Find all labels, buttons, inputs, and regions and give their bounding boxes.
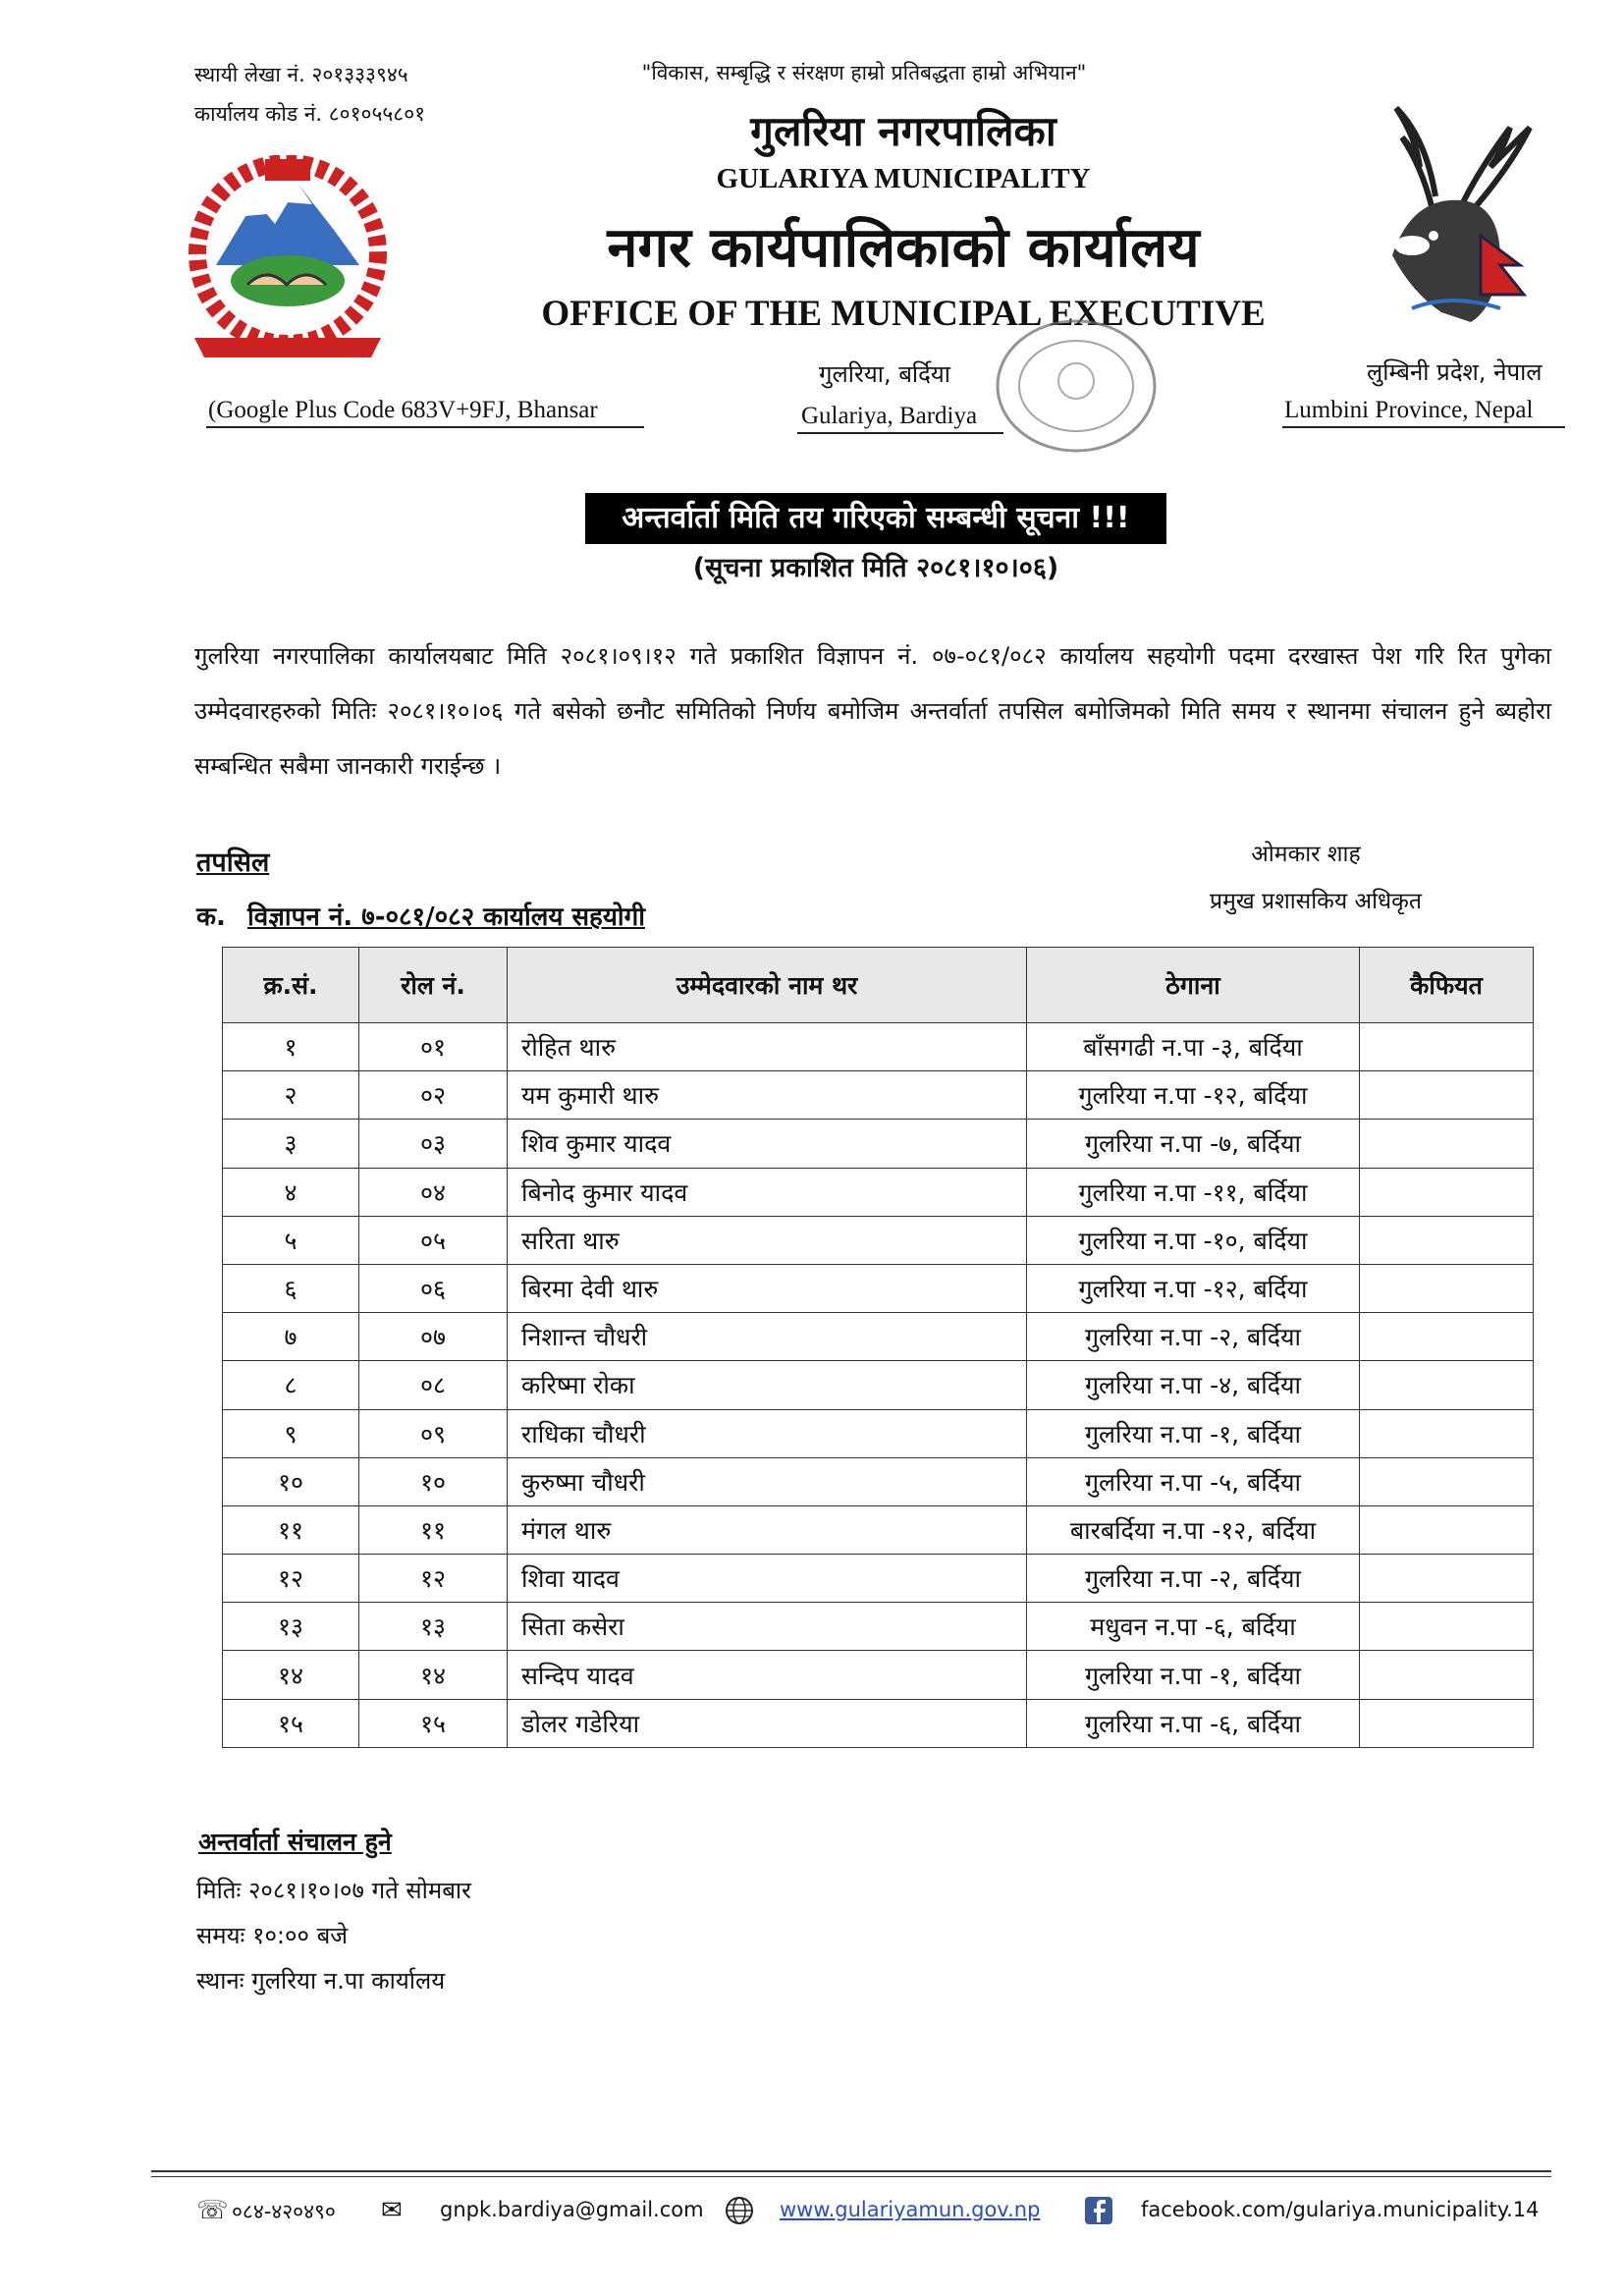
cell-name [508,1120,1027,1168]
cell-roll [359,1409,508,1457]
phone-icon: ☏ [196,2196,229,2225]
column-header-address: ठेगाना [1027,948,1360,1023]
footer-divider [151,2176,1551,2177]
signatory-name: ओमकार शाह [1251,842,1361,867]
footer-email[interactable]: gnpk.bardiya@gmail.com [440,2198,704,2221]
cell-roll-text: ०८ [419,1371,446,1400]
cell-name [508,1651,1027,1699]
table-row [223,1699,1534,1747]
cell-serial-text: १२ [277,1564,303,1594]
location-en: Gulariya, Bardiya [801,403,978,429]
table-header-row [223,948,1534,1023]
candidate-table [222,947,1534,1748]
cell-address [1027,1651,1360,1699]
cell-roll-text: ०१ [419,1033,446,1063]
cell-remarks [1360,1699,1534,1747]
cell-roll-text: ०२ [419,1081,446,1111]
cell-name-text: बिनोद कुमार यादव [521,1177,688,1207]
cell-name [508,1264,1027,1312]
table-row [223,1505,1534,1554]
cell-roll [359,1120,508,1168]
cell-roll-text: ०६ [419,1275,446,1304]
table-row [223,1457,1534,1505]
cell-serial [223,1603,359,1651]
cell-remarks [1360,1409,1534,1457]
cell-address [1027,1409,1360,1457]
cell-address-text: गुलरिया न.पा -४, बर्दिया [1084,1371,1301,1400]
table-row [223,1264,1534,1312]
cell-serial-text: ११ [277,1515,303,1545]
notice-title: अन्तर्वार्ता मिति तय गरिएको सम्बन्धी सूचना !!! [585,493,1166,544]
footer-phone: ०८४-४२०४९० [232,2200,336,2223]
account-number: स्थायी लेखा नं. २०१३३३९४५ [194,63,408,86]
cell-serial-text: ६ [284,1275,298,1304]
slogan: "विकास, सम्बृद्धि र संरक्षण हाम्रो प्रतिबद्धता हाम्रो अभियान" [641,61,1087,84]
cell-roll [359,1555,508,1603]
cell-address [1027,1555,1360,1603]
cell-serial-text: १ [284,1033,298,1063]
cell-address-text: बाँसगढी न.पा -३, बर्दिया [1083,1033,1303,1063]
cell-remarks [1360,1313,1534,1361]
table-row [223,1168,1534,1216]
cell-address [1027,1699,1360,1747]
cell-name-text: यम कुमारी थारु [521,1081,660,1111]
cell-serial-text: ३ [284,1129,298,1159]
cell-roll-text: १० [419,1467,446,1497]
office-name-en: OFFICE OF THE MUNICIPAL EXECUTIVE [541,294,1266,334]
cell-name-text: शिव कुमार यादव [521,1129,672,1159]
cell-address [1027,1457,1360,1505]
column-header-roll: रोल नं. [359,948,508,1023]
cell-roll-text: ०७ [419,1323,446,1352]
cell-serial-text: ९ [284,1419,298,1449]
interview-heading: अन्तर्वार्ता संचालन हुने [198,1828,392,1856]
table-row [223,1216,1534,1264]
cell-name-text: शिवा यादव [521,1564,620,1594]
globe-icon [725,2196,754,2225]
cell-name-text: राधिका चौधरी [521,1419,646,1449]
cell-address [1027,1361,1360,1409]
cell-address-text: गुलरिया न.पा -७, बर्दिया [1084,1129,1301,1159]
cell-name-text: रोहित थारु [521,1033,617,1063]
cell-serial [223,1555,359,1603]
cell-remarks [1360,1361,1534,1409]
cell-roll-text: १३ [419,1613,446,1642]
cell-roll [359,1651,508,1699]
cell-remarks [1360,1264,1534,1312]
column-header-serial: क्र.सं. [223,948,359,1023]
table-row [223,1023,1534,1071]
cell-name [508,1505,1027,1554]
email-icon: ✉ [381,2196,403,2225]
cell-serial-text: ७ [284,1323,298,1352]
cell-address [1027,1023,1360,1071]
cell-roll-text: १५ [419,1709,446,1738]
section-label: क. [196,902,226,932]
office-stamp [990,312,1163,460]
cell-serial-text: ८ [284,1371,298,1400]
cell-roll [359,1699,508,1747]
table-row [223,1409,1534,1457]
cell-address [1027,1120,1360,1168]
office-name-np: नगर कार्यपालिकाको कार्यालय [607,216,1200,280]
cell-name [508,1071,1027,1120]
cell-remarks [1360,1071,1534,1120]
cell-address-text: मधुवन न.पा -६, बर्दिया [1090,1613,1296,1642]
divider [797,432,1003,434]
table-row [223,1071,1534,1120]
footer-facebook-link[interactable]: facebook.com/gulariya.municipality.14 [1141,2198,1540,2221]
cell-address [1027,1216,1360,1264]
cell-serial [223,1699,359,1747]
cell-address [1027,1603,1360,1651]
province-np: लुम्बिनी प्रदेश, नेपाल [1367,358,1543,386]
cell-roll [359,1071,508,1120]
plus-code: (Google Plus Code 683V+9FJ, Bhansar [208,397,598,423]
cell-roll-text: ०४ [419,1177,446,1207]
cell-name-text: सन्दिप यादव [521,1661,634,1690]
cell-roll [359,1023,508,1071]
facebook-icon [1084,2196,1113,2225]
cell-serial [223,1361,359,1409]
column-header-name: उम्मेदवारको नाम थर [508,948,1027,1023]
cell-serial [223,1313,359,1361]
cell-roll-text: १४ [419,1661,446,1690]
cell-serial [223,1023,359,1071]
cell-name-text: मंगल थारु [521,1515,612,1545]
nepal-emblem-logo [177,155,399,365]
cell-roll [359,1168,508,1216]
cell-address [1027,1313,1360,1361]
cell-address-text: गुलरिया न.पा -६, बर्दिया [1084,1709,1301,1738]
table-row [223,1120,1534,1168]
province-en: Lumbini Province, Nepal [1284,397,1534,423]
cell-remarks [1360,1168,1534,1216]
cell-name [508,1457,1027,1505]
cell-address-text: गुलरिया न.पा -२, बर्दिया [1084,1564,1301,1594]
cell-serial [223,1120,359,1168]
cell-roll [359,1603,508,1651]
cell-name-text: सिता कसेरा [521,1613,624,1642]
cell-roll-text: १२ [419,1564,446,1594]
cell-roll [359,1361,508,1409]
cell-name [508,1313,1027,1361]
table-row [223,1603,1534,1651]
cell-serial-text: १३ [277,1613,303,1642]
cell-name [508,1409,1027,1457]
cell-remarks [1360,1023,1534,1071]
cell-serial-text: १४ [277,1661,303,1690]
cell-address-text: गुलरिया न.पा -१०, बर्दिया [1078,1226,1308,1255]
cell-roll [359,1264,508,1312]
cell-address [1027,1264,1360,1312]
cell-roll [359,1457,508,1505]
blackbuck-antelope-logo [1353,98,1549,326]
cell-name [508,1361,1027,1409]
footer-divider [151,2170,1551,2172]
signatory-title: प्रमुख प्रशासकिय अधिकृत [1210,889,1422,914]
cell-address [1027,1071,1360,1120]
footer-website-link[interactable]: www.gulariyamun.gov.np [780,2198,1041,2221]
cell-remarks [1360,1120,1534,1168]
table-row [223,1361,1534,1409]
notice-body: गुलरिया नगरपालिका कार्यालयबाट मिति २०८१।०९।१२ गते प्रकाशित विज्ञापन नं. ०७-०८१/०८२ कार्यालय सहयोगी पदमा दरखास्त पेश गरि रित पुगेका उम्मेदवारहरुको मितिः २०८१।१०।०६ गते बसेको छनौट समितिको निर्णय बमोजिम अन्तर्वार्ता तपसिल बमोजिमको मिति समय र स्थानमा संचालन हुने ब्यहोरा सम्बन्धित सबैमा जानकारी गराईन्छ । [194,642,1551,780]
divider [1282,426,1565,428]
cell-serial [223,1651,359,1699]
cell-name [508,1023,1027,1071]
cell-serial [223,1505,359,1554]
schedule-heading: तपसिल [196,847,270,878]
cell-name [508,1603,1027,1651]
office-code: कार्यालय कोड नं. ८०१०५५८०१ [194,102,426,126]
cell-roll [359,1216,508,1264]
cell-name-text: बिरमा देवी थारु [521,1275,659,1304]
column-header-remarks: कैफियत [1360,948,1534,1023]
cell-name-text: निशान्त चौधरी [521,1323,648,1352]
cell-address-text: गुलरिया न.पा -१२, बर्दिया [1078,1275,1308,1304]
cell-serial [223,1071,359,1120]
municipality-name-np: गुलरिया नगरपालिका [750,107,1056,155]
cell-remarks [1360,1555,1534,1603]
interview-place: स्थानः गुलरिया न.पा कार्यालय [196,1967,446,1995]
cell-roll [359,1505,508,1554]
table-row [223,1555,1534,1603]
cell-address-text: गुलरिया न.पा -११, बर्दिया [1078,1177,1308,1207]
cell-remarks [1360,1651,1534,1699]
cell-serial-text: २ [284,1081,298,1111]
cell-name-text: कुरुष्मा चौधरी [521,1467,645,1497]
cell-address [1027,1168,1360,1216]
cell-remarks [1360,1603,1534,1651]
cell-remarks [1360,1216,1534,1264]
cell-roll-text: ०९ [419,1419,446,1449]
cell-serial [223,1409,359,1457]
cell-roll-text: ११ [419,1515,446,1545]
cell-remarks [1360,1505,1534,1554]
cell-remarks [1360,1457,1534,1505]
cell-name [508,1555,1027,1603]
cell-roll [359,1313,508,1361]
cell-address-text: गुलरिया न.पा -१, बर्दिया [1084,1661,1301,1690]
cell-address [1027,1505,1360,1554]
cell-name-text: सरिता थारु [521,1226,620,1255]
cell-serial [223,1457,359,1505]
section-title: विज्ञापन नं. ७-०८१/०८२ कार्यालय सहयोगी [247,902,646,932]
cell-address-text: बारबर्दिया न.पा -१२, बर्दिया [1069,1515,1317,1545]
interview-date: मितिः २०८१।१०।०७ गते सोमबार [196,1877,471,1904]
notice-published-date: (सूचना प्रकाशित मिति २०८१।१०।०६) [692,553,1059,583]
table-row [223,1651,1534,1699]
divider [206,426,644,428]
municipality-name-en: GULARIYA MUNICIPALITY [716,163,1091,194]
cell-name [508,1699,1027,1747]
interview-time: समयः १०:०० बजे [196,1922,349,1949]
cell-roll-text: ०५ [419,1226,446,1255]
cell-name [508,1216,1027,1264]
cell-serial-text: १० [277,1467,303,1497]
cell-serial [223,1168,359,1216]
table-row [223,1313,1534,1361]
cell-address-text: गुलरिया न.पा -१२, बर्दिया [1078,1081,1308,1111]
cell-name-text: डोलर गडेरिया [521,1709,640,1738]
cell-serial-text: ५ [284,1226,298,1255]
cell-serial [223,1264,359,1312]
cell-address-text: गुलरिया न.पा -२, बर्दिया [1084,1323,1301,1352]
location-np: गुलरिया, बर्दिया [819,360,951,388]
cell-address-text: गुलरिया न.पा -५, बर्दिया [1084,1467,1301,1497]
cell-name [508,1168,1027,1216]
cell-roll-text: ०३ [419,1129,446,1159]
cell-serial-text: ४ [284,1177,298,1207]
cell-name-text: करिष्मा रोका [521,1371,635,1400]
cell-serial-text: १५ [277,1709,303,1738]
cell-address-text: गुलरिया न.पा -१, बर्दिया [1084,1419,1301,1449]
cell-serial [223,1216,359,1264]
